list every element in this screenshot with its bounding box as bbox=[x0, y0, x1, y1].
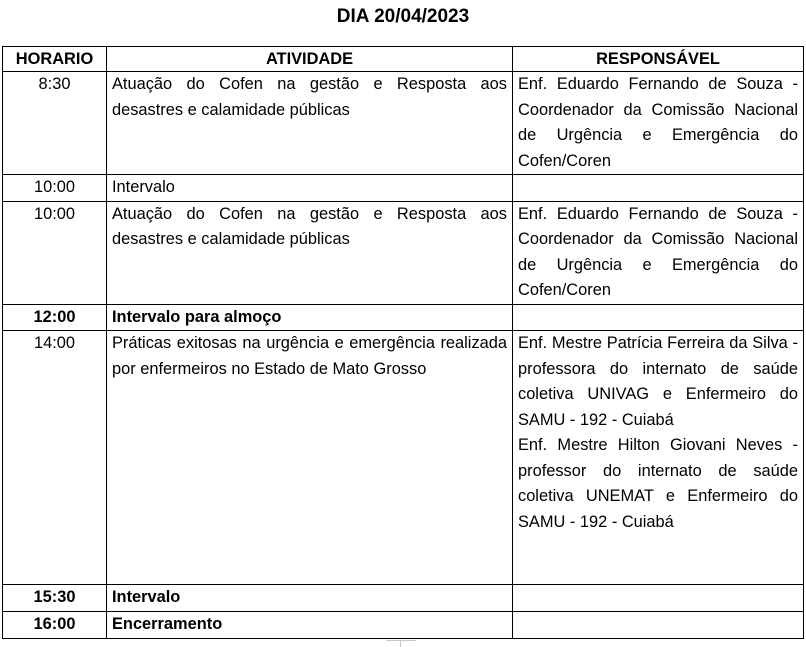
table-row bbox=[3, 201, 804, 304]
activity-cell: Encerramento bbox=[107, 612, 513, 639]
responsible-cell bbox=[513, 304, 804, 331]
table-row bbox=[3, 585, 804, 612]
table-row bbox=[3, 331, 804, 585]
table-row bbox=[3, 72, 804, 175]
time-cell: 16:00 bbox=[3, 612, 107, 639]
header-responsible: RESPONSÁVEL bbox=[513, 47, 804, 72]
responsible-person: Enf. Mestre Patrícia Ferreira da Silva - professora do internato de saúde coletiva UNIVAG e Enfermeiro do SAMU - 192 - Cuiabá bbox=[518, 334, 798, 429]
responsible-cell bbox=[513, 201, 804, 304]
responsible-cell bbox=[513, 585, 804, 612]
time-cell: 14:00 bbox=[3, 331, 107, 585]
header-time: HORARIO bbox=[3, 47, 107, 72]
table-row bbox=[3, 304, 804, 331]
page-title: DIA 20/04/2023 bbox=[336, 6, 470, 27]
schedule-table bbox=[2, 46, 804, 639]
schedule-body bbox=[3, 72, 804, 639]
activity-cell: Intervalo para almoço bbox=[107, 304, 513, 331]
time-cell: 10:00 bbox=[3, 201, 107, 304]
responsible-cell bbox=[513, 331, 804, 585]
responsible-person: Enf. Eduardo Fernando de Souza - Coordenador da Comissão Nacional de Urgência e Emergência do Cofen/Coren bbox=[518, 204, 798, 299]
responsible-cell bbox=[513, 72, 804, 175]
activity-cell: Práticas exitosas na urgência e emergência realizada por enfermeiros no Estado de Mato Grosso bbox=[107, 331, 513, 585]
responsible-person: Enf. Mestre Hilton Giovani Neves - professor do internato de saúde coletiva UNEMAT e Enfermeiro do SAMU - 192 - Cuiabá bbox=[518, 436, 798, 531]
table-row bbox=[3, 175, 804, 202]
responsible-cell bbox=[513, 175, 804, 202]
activity-cell: Intervalo bbox=[107, 175, 513, 202]
activity-cell: Intervalo bbox=[107, 585, 513, 612]
time-cell: 12:00 bbox=[3, 304, 107, 331]
responsible-cell bbox=[513, 612, 804, 639]
header-row bbox=[3, 47, 804, 72]
time-cell: 8:30 bbox=[3, 72, 107, 175]
table-row bbox=[3, 612, 804, 639]
activity-cell: Atuação do Cofen na gestão e Resposta aos desastres e calamidade públicas bbox=[107, 72, 513, 175]
time-cell: 15:30 bbox=[3, 585, 107, 612]
time-cell: 10:00 bbox=[3, 175, 107, 202]
responsible-person: Enf. Eduardo Fernando de Souza - Coordenador da Comissão Nacional de Urgência e Emergência do Cofen/Coren bbox=[518, 75, 798, 170]
activity-cell: Atuação do Cofen na gestão e Resposta aos desastres e calamidade públicas bbox=[107, 201, 513, 304]
header-activity: ATIVIDADE bbox=[107, 47, 513, 72]
